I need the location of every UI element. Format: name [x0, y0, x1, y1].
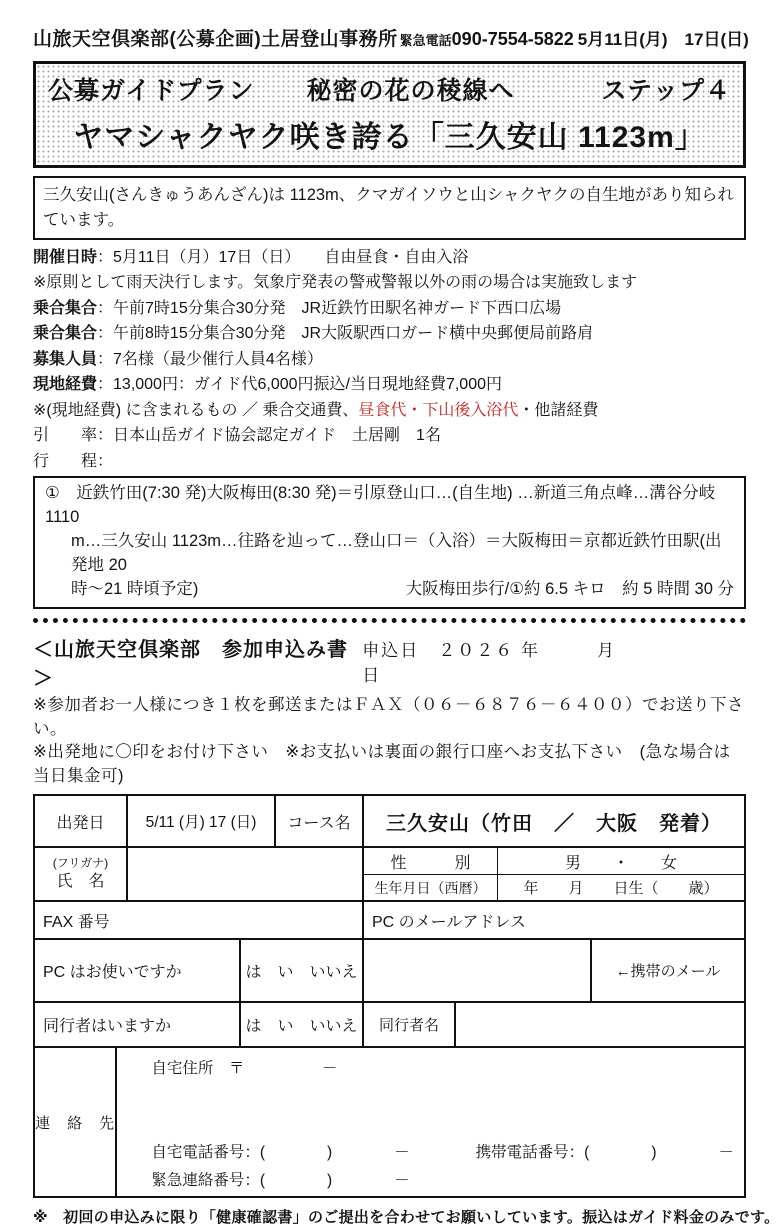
pc-mail-input-area[interactable]: [362, 940, 590, 1001]
capacity-text: ：7名様（最少催行人員4名様）: [97, 350, 323, 368]
schedule-label: 開催日時: [33, 248, 98, 266]
meet-1-text: ：午前7時15分集合30分発 JR近鉄竹田駅名神ガード下西口広場: [97, 299, 562, 317]
intro-box: 三久安山(さんきゅうあんざん)は 1123m、クマガイソウと山シャクヤクの自生地があり知られています。: [33, 176, 746, 240]
application-form-table: [33, 794, 746, 1198]
itinerary-line-1: ① 近鉄竹田(7:30 発)大阪梅田(8:30 発)＝引原登山口…(自生地) …新道三角点峰…溝谷分岐 1110: [45, 484, 716, 526]
sex-birth-cell: [362, 848, 744, 900]
info-line-meet-1: [33, 296, 746, 322]
dotted-separator: [33, 618, 746, 623]
application-header: [33, 633, 746, 691]
application-title: ＜山旅天空倶楽部 参加申込み書＞: [33, 638, 348, 690]
sex-label: 性 別: [390, 854, 471, 872]
row-contact: [35, 1046, 744, 1196]
info-line-guide: 引 率：日本山岳ガイド協会認定ガイド 土居剛 1名: [33, 427, 441, 444]
meet-2-label: 乗合集合: [33, 325, 98, 342]
cost-includes-highlight: 昼食代・下山後入浴代: [358, 401, 519, 419]
title-line-1: [48, 71, 731, 107]
companion-name-input-area[interactable]: [454, 1003, 744, 1046]
document-header: [33, 24, 749, 51]
info-line-schedule: [33, 245, 746, 271]
contact-label: 連 絡 先: [35, 1114, 116, 1132]
capacity-label: 募集人員: [33, 350, 98, 368]
row-name: [35, 846, 744, 900]
companion-question-label: 同行者はいますか: [43, 1018, 172, 1036]
sex-subrow: [364, 848, 744, 874]
application-date-line: 申込日 ２０２６ 年 月 日: [362, 640, 692, 685]
emergency-contact-line[interactable]: 緊急連絡番号：( ) －: [151, 1172, 410, 1190]
club-name: 山旅天空倶楽部(公募企画)土居登山事務所: [33, 29, 398, 50]
info-line-meet-2: [33, 321, 746, 347]
info-line-rain-note: ※原則として雨天決行します。気象庁発表の警戒警報以外の雨の場合は実施致します: [33, 274, 638, 291]
birth-label: 生年月日（西暦）: [374, 879, 487, 896]
companion-yes-no[interactable]: は い いいえ: [239, 1003, 362, 1046]
meet-2-text: ：午前8時15分集合30分発 JR大阪駅西口ガード横中央郵便局前路肩: [97, 325, 594, 342]
event-info: [33, 245, 746, 475]
name-input-area[interactable]: [126, 848, 362, 900]
info-line-cost: [33, 372, 746, 398]
schedule-text: ：5月11日（月）17日（日） 自由昼食・自由入浴: [97, 248, 469, 266]
phone-numbers-line: [151, 1140, 734, 1162]
birth-value[interactable]: 年 月 日生（ 歳）: [497, 875, 744, 901]
departure-value: 5/11 (月) 17 (日): [126, 796, 274, 846]
pc-yes-no[interactable]: は い いいえ: [239, 940, 362, 1001]
fax-label[interactable]: FAX 番号: [43, 913, 110, 931]
application-note-2: ※出発地に〇印をお付け下さい ※お支払いは裏面の銀行口座へお支払下さい (急な場合は当日集金可): [33, 743, 731, 786]
application-note-1: ※参加者お一人様につき１枚を郵送またはＦＡＸ（０６－６８７６－６４００）でお送り下さい。: [33, 695, 744, 738]
pc-question-label: PC はお使いですか: [43, 964, 182, 982]
course-value: 三久安山（竹田 ／ 大阪 発着）: [362, 796, 744, 846]
home-address-line[interactable]: 自宅住所 〒 －: [151, 1060, 338, 1078]
furigana-label: (フリガナ): [52, 856, 109, 871]
footer-note: ※ 初回の申込みに限り「健康確認書」のご提出を合わせてお願いしています。振込はガイド料金のみです。: [33, 1209, 779, 1227]
home-phone-line[interactable]: 自宅電話番号：( ) －: [151, 1144, 410, 1162]
contact-detail-cell: [115, 1048, 744, 1196]
itinerary-line-2: m…三久安山 1123m…往路を辿って…登山口＝（入浴）＝大阪梅田＝京都近鉄竹田駅(出発地 20: [71, 531, 722, 574]
row-departure: [35, 796, 744, 846]
emergency-phone-number: 090-7554-5822: [451, 29, 574, 49]
plan-title: 公募ガイドプラン 秘密の花の稜線へ: [48, 77, 515, 105]
step-label: ステップ４: [601, 77, 731, 105]
cost-label: 現地経費: [33, 376, 98, 393]
name-label: 氏 名: [56, 872, 105, 890]
pc-mail-label[interactable]: PC のメールアドレス: [362, 902, 744, 938]
cost-includes-pre: ※(現地経費) に含まれるもの ／ 乗合交通費、: [33, 401, 359, 419]
cost-text: ：13,000円：ガイド代6,000円振込/当日現地経費7,000円: [97, 376, 502, 393]
main-title: ヤマシャクヤク咲き誇る「三久安山 1123m」: [73, 121, 706, 154]
itinerary-distance: 大阪梅田歩行/①約 6.5 キロ 約 5 時間 30 分: [405, 579, 734, 598]
emergency-phone-label: 緊急電話: [399, 33, 452, 48]
companion-name-label: 同行者名: [362, 1003, 454, 1046]
info-line-capacity: [33, 347, 746, 373]
event-dates: 5月11日(月) 17日(日): [577, 30, 749, 49]
course-label: コース名: [274, 796, 362, 846]
itinerary-line-3-left: 時～21 時頃予定): [71, 579, 199, 598]
itinerary-line-3: [45, 578, 734, 602]
row-fax-mail: [35, 900, 744, 938]
sex-value[interactable]: 男 ・ 女: [497, 848, 744, 874]
name-label-cell: [35, 848, 126, 900]
cost-includes-post: ・他諸経費: [518, 401, 599, 419]
title-box: [33, 61, 746, 168]
mobile-phone-line[interactable]: 携帯電話番号：( ) －: [475, 1144, 734, 1162]
contact-phones-block: [151, 1140, 734, 1190]
info-line-cost-includes: [33, 398, 746, 424]
birth-subrow: [364, 874, 744, 901]
application-notes: [33, 694, 746, 790]
info-line-itinerary-label: 行 程：: [33, 452, 114, 470]
row-companion: [35, 1001, 744, 1046]
itinerary-box: [33, 476, 746, 609]
departure-label: 出発日: [56, 814, 105, 832]
mobile-mail-note: ←携帯のメール: [590, 940, 744, 1001]
meet-1-label: 乗合集合: [33, 299, 98, 317]
row-pc-question: [35, 938, 744, 1001]
